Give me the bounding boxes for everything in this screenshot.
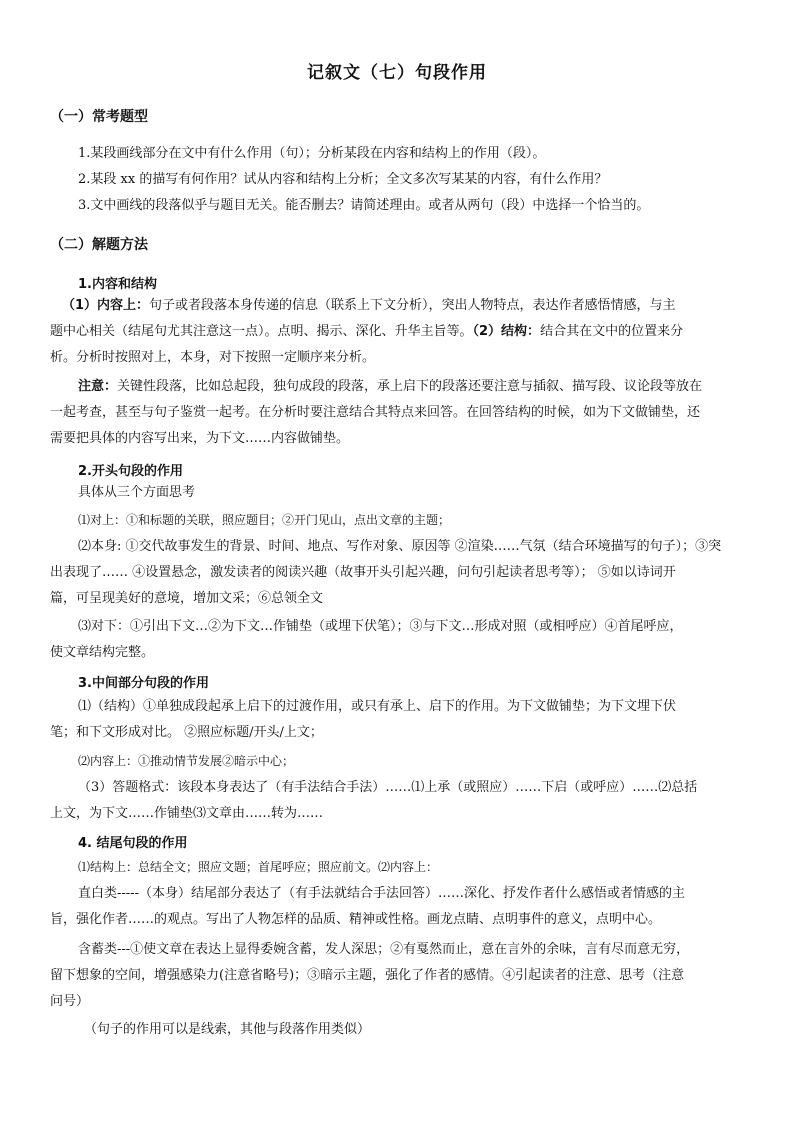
subheading-opening: 2.开头句段的作用 (78, 464, 183, 479)
paragraph-line: 使文章结构完整。 (50, 645, 155, 660)
paragraph-line: 篇，可呈现美好的意境，增加文采；⑥总领全文 (50, 591, 324, 606)
subheading-ending: 4. 结尾句段的作用 (78, 836, 188, 851)
paragraph-line: 具体从三个方面思考 (78, 485, 196, 500)
paragraph-line: ⑵内容上：①推动情节发展②暗示中心； (78, 754, 295, 768)
section-heading-methods: （二）解题方法 (50, 237, 148, 253)
section-heading-question-types: （一）常考题型 (50, 109, 148, 125)
paragraph-line: （3）答题格式：该段本身表达了（有手法结合手法）……⑴上承（或照应）……下启（或呼应）……⑵总括 (78, 780, 698, 795)
paragraph-line: 留下想象的空间，增强感染力(注意省略号)；③暗示主题，强化了作者的感情。④引起读者的注意、思考（注意 (50, 968, 685, 983)
subheading-middle: 3.中间部分句段的作用 (78, 676, 209, 691)
paragraph-line: 上文，为下文……作铺垫⑶文章由……转为…… (50, 806, 324, 821)
note-line: 注意：关键性段落，比如总起段，独句成段的段落，承上启下的段落还要注意与插叙、描写段、议论段等放在 (78, 379, 703, 394)
paragraph-line: ⑴对上：①和标题的关联，照应题目；②开门见山，点出文章的主题； (78, 513, 451, 527)
paragraph-line: 直白类-----（本身）结尾部分表达了（有手法就结合手法回答）……深化、抒发作者什么感悟或者情感的主 (78, 886, 685, 901)
paragraph-line: （1）内容上：句子或者段落本身传递的信息（联系上下文分析），突出人物特点，表达作者感悟情感，与主 (62, 298, 676, 313)
paragraph-line: ⑶对下：①引出下文…②为下文…作铺垫（或埋下伏笔）；③与下文…形成对照（或相呼应）④首尾呼应， (78, 619, 683, 634)
note-line: 一起考查，甚至与句子鉴赏一起考。在分析时要注意结合其特点来回答。在回答结构的时候，如为下文做铺垫，还 (50, 405, 701, 420)
paragraph-line: 问号） (50, 994, 90, 1009)
paragraph-line: 旨，强化作者……的观点。写出了人物怎样的品质、精神或性格。画龙点睛、点明事件的意义，点明中心。 (50, 912, 662, 927)
paragraph-line: 含蓄类---①使文章在表达上显得委婉含蓄，发人深思；②有戛然而止，意在言外的余味，言有尽而意无穷， (78, 942, 690, 957)
note-line: 需要把具体的内容写出来，为下文……内容做铺垫。 (50, 431, 350, 446)
paragraph-line: ⑵本身: ①交代故事发生的背景、时间、地点、写作对象、原因等 ②渲染……气氛（结合环境描写的句子）；③突 (78, 539, 722, 554)
question-type-2: 2.某段 xx 的描写有何作用？试从内容和结构上分析；全文多次写某某的内容，有什么作用？ (78, 172, 608, 187)
question-type-1: 1.某段画线部分在文中有什么作用（句）；分析某段在内容和结构上的作用（段）。 (78, 146, 546, 161)
subheading-content-structure: 1.内容和结构 (78, 277, 157, 292)
paragraph-line: 出表现了…… ④设置悬念，激发读者的阅读兴趣（故事开头引起兴趣，问句引起读者思考等）； ⑤如以诗词开 (50, 565, 676, 580)
footnote: （句子的作用可以是线索，其他与段落作用类似） (84, 1022, 371, 1037)
page-title: 记叙文（七）句段作用 (307, 63, 487, 83)
paragraph-line: 析。分析时按照对上，本身，对下按照一定顺序来分析。 (50, 350, 376, 365)
paragraph-line: ⑴（结构）①单独成段起承上启下的过渡作用，或只有承上、启下的作用。为下文做铺垫；为下文埋下伏 (78, 699, 677, 714)
question-type-3: 3.文中画线的段落似乎与题目无关。能否删去？请简述理由。或者从两句（段）中选择一个恰当的。 (78, 198, 650, 213)
paragraph-line: 笔；和下文形成对比。 ②照应标题/开头/上文； (50, 725, 323, 740)
paragraph-line: 题中心相关（结尾句尤其注意这一点）。点明、揭示、深化、升华主旨等。（2）结构：结合其在文中的位置来分 (50, 324, 684, 339)
paragraph-line: ⑴结构上：总结全文；照应文题；首尾呼应；照应前文。⑵内容上： (78, 860, 439, 874)
